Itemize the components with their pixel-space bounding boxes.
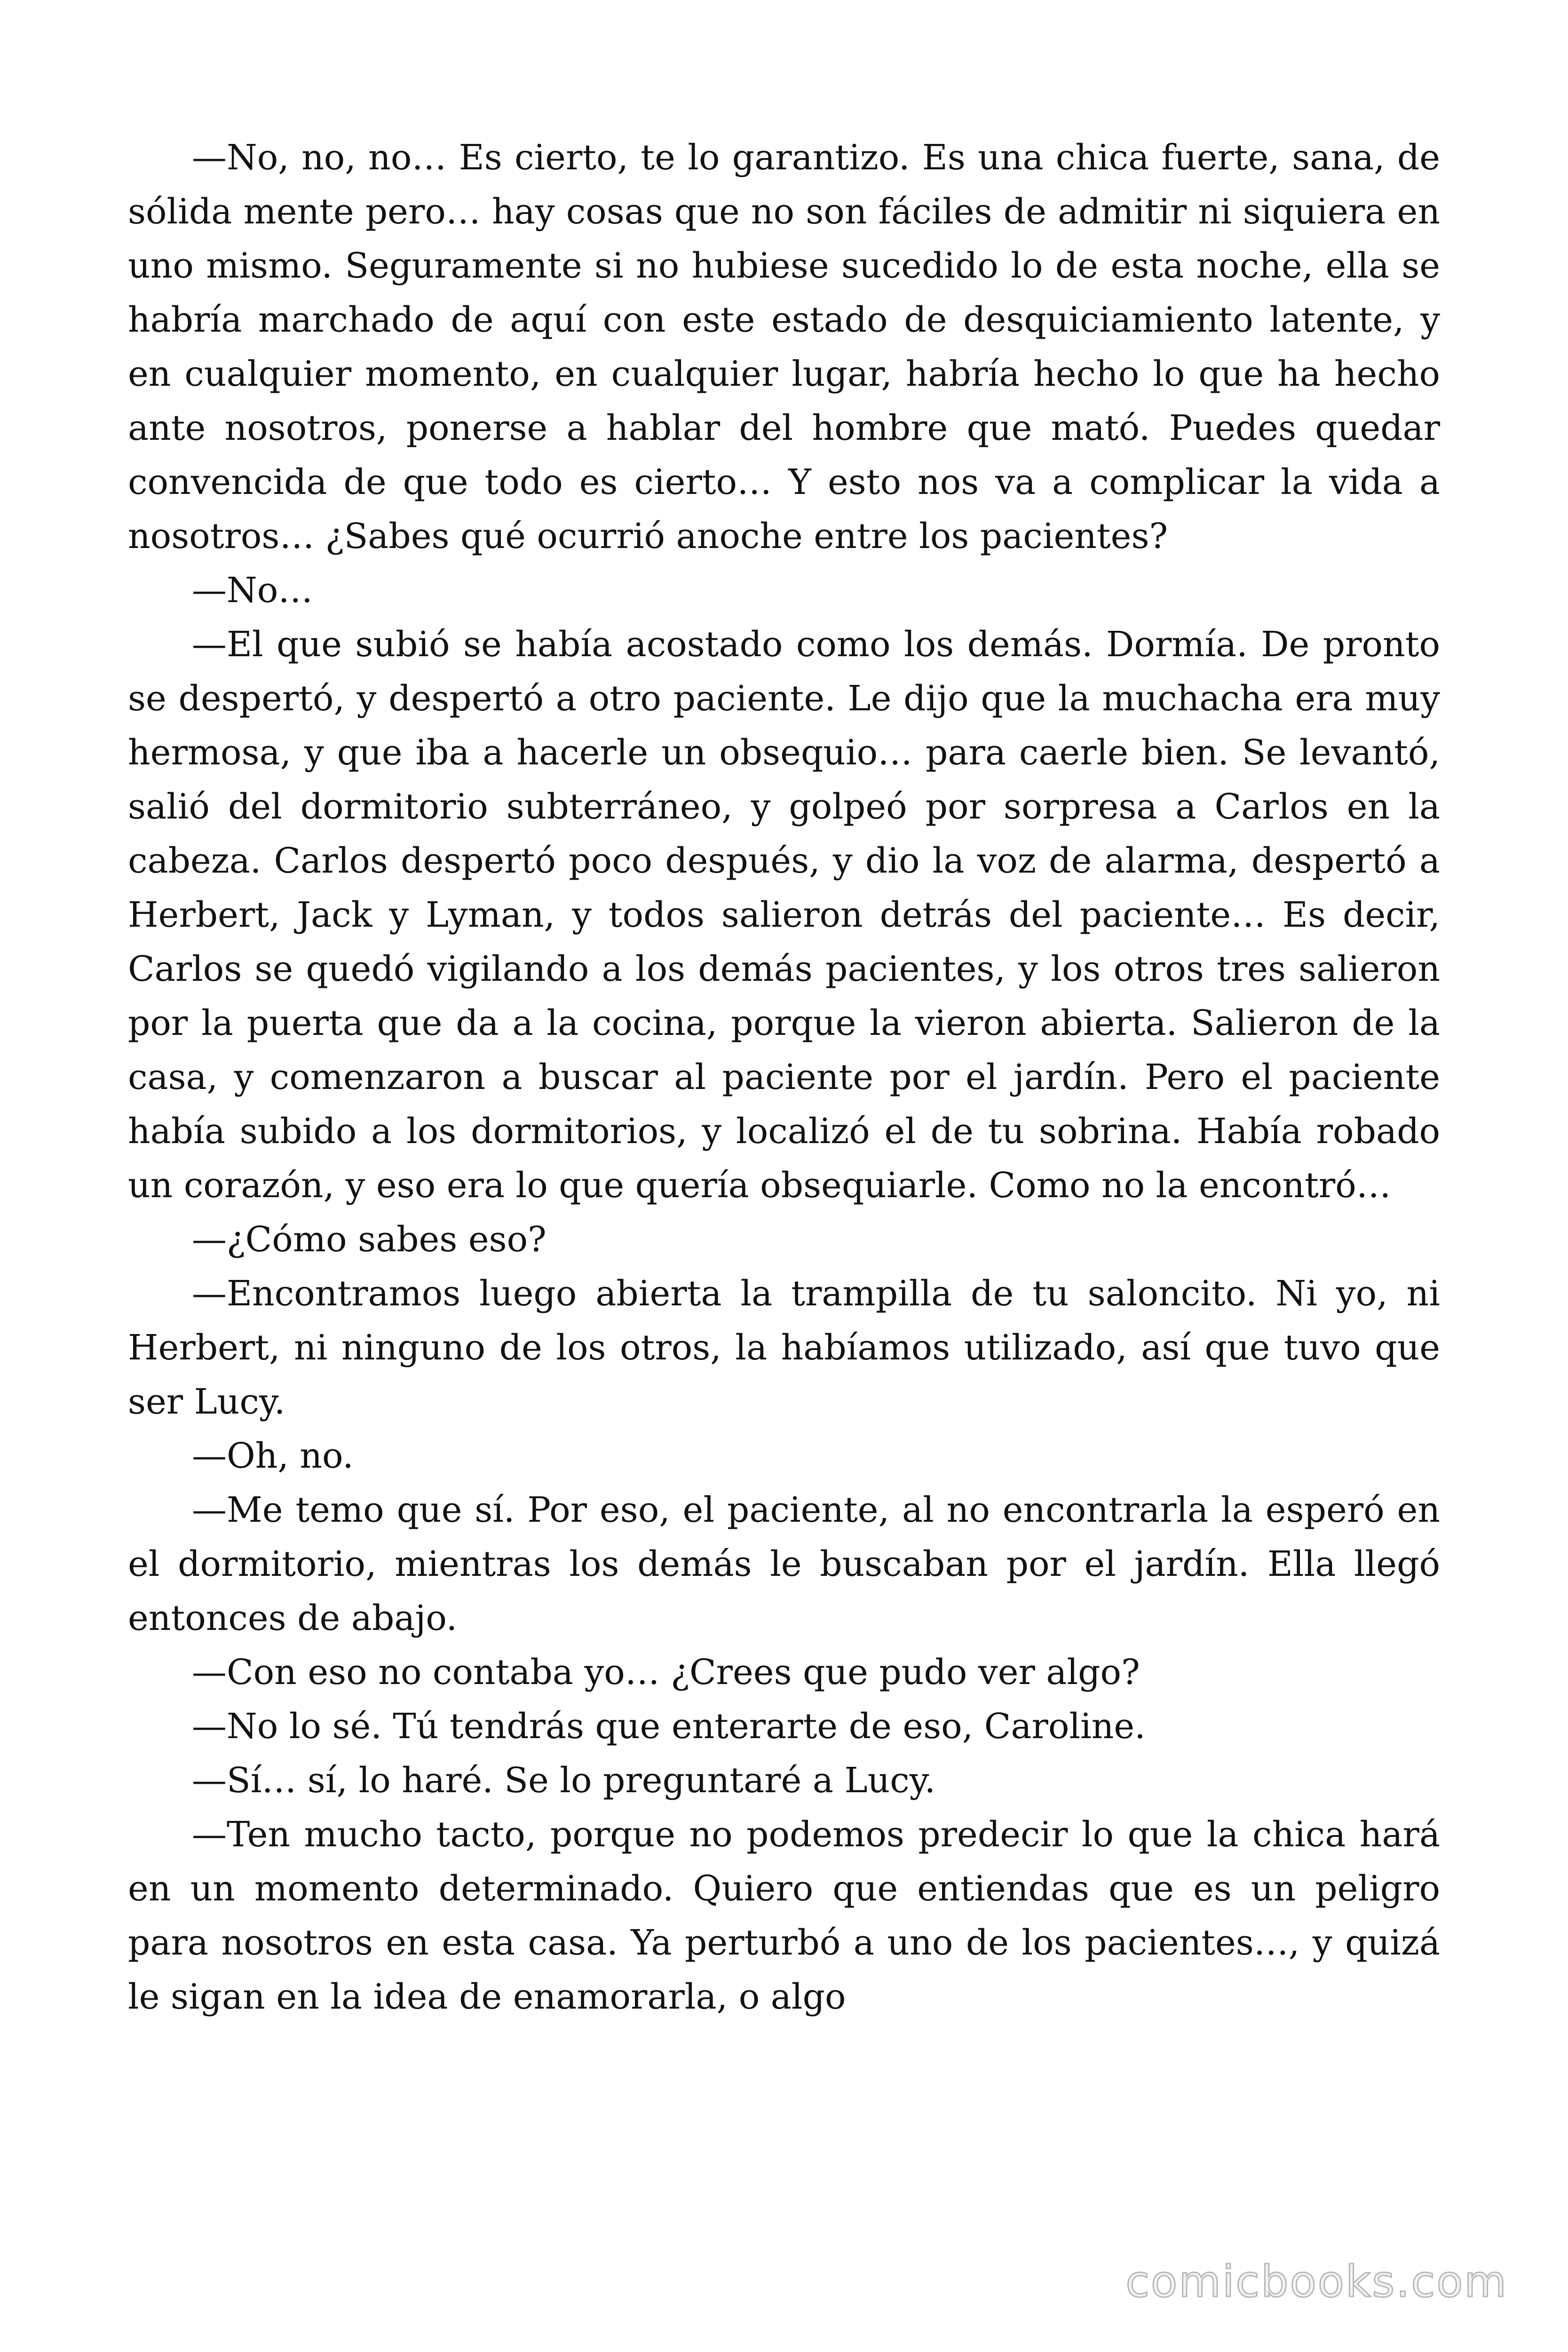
paragraph: —Sí… sí, lo haré. Se lo preguntaré a Lucy. — [192, 1760, 936, 1801]
paragraph: —No lo sé. Tú tendrás que enterarte de eso, Caroline. — [192, 1706, 1146, 1747]
paragraph: —Oh, no. — [192, 1436, 354, 1476]
paragraph: —Me temo que sí. Por eso, el paciente, al no encontrarla la esperó en el dormitorio, mientras los demás le buscaban por el jardín. Ella llegó entonces de abajo. — [128, 1490, 1440, 1638]
paragraph: —Encontramos luego abierta la trampilla de tu saloncito. Ni yo, ni Herbert, ni ninguno de los otros, la habíamos utilizado, así que tuvo que ser Lucy. — [128, 1273, 1440, 1422]
paragraph: —No… — [192, 570, 313, 611]
paragraph: —¿Cómo sabes eso? — [192, 1219, 546, 1260]
paragraph: —No, no, no… Es cierto, te lo garantizo. Es una chica fuerte, sana, de sólida mente pero… hay cosas que no son fáciles de admitir ni siquiera en uno mismo. Seguramente si no hubiese sucedido lo de esta noche, ella se habría marchado de aquí con este estado de desquiciamiento latente, y en cualquier momento, en cualquier lugar, habría hecho lo que ha hecho ante nosotros, ponerse a hablar del hombre que mató. Puedes quedar convencida de que todo es cierto… Y esto nos va a complicar la vida a nosotros… ¿Sabes qué ocurrió anoche entre los pacientes? — [128, 137, 1440, 556]
page-body — [128, 131, 1440, 2196]
paragraph: —Ten mucho tacto, porque no podemos predecir lo que la chica hará en un momento determinado. Quiero que entiendas que es un peligro para nosotros en esta casa. Ya perturbó a uno de los pacientes…, y quizá le sigan en la idea de enamorarla, o algo — [128, 1814, 1440, 2017]
paragraph: —El que subió se había acostado como los demás. Dormía. De pronto se despertó, y despertó a otro paciente. Le dijo que la muchacha era muy hermosa, y que iba a hacerle un obsequio… para caerle bien. Se levantó, salió del dormitorio subterráneo, y golpeó por sorpresa a Carlos en la cabeza. Carlos despertó poco después, y dio la voz de alarma, despertó a Herbert, Jack y Lyman, y todos salieron detrás del paciente… Es decir, Carlos se quedó vigilando a los demás pacientes, y los otros tres salieron por la puerta que da a la cocina, porque la vieron abierta. Salieron de la casa, y comenzaron a buscar al paciente por el jardín. Pero el paciente había subido a los dormitorios, y localizó el de tu sobrina. Había robado un corazón, y eso era lo que quería obsequiarle. Como no la encontró… — [128, 624, 1440, 1206]
paragraph: —Con eso no contaba yo… ¿Crees que pudo ver algo? — [192, 1652, 1140, 1692]
watermark: comicbooks.com — [1125, 2257, 1508, 2307]
